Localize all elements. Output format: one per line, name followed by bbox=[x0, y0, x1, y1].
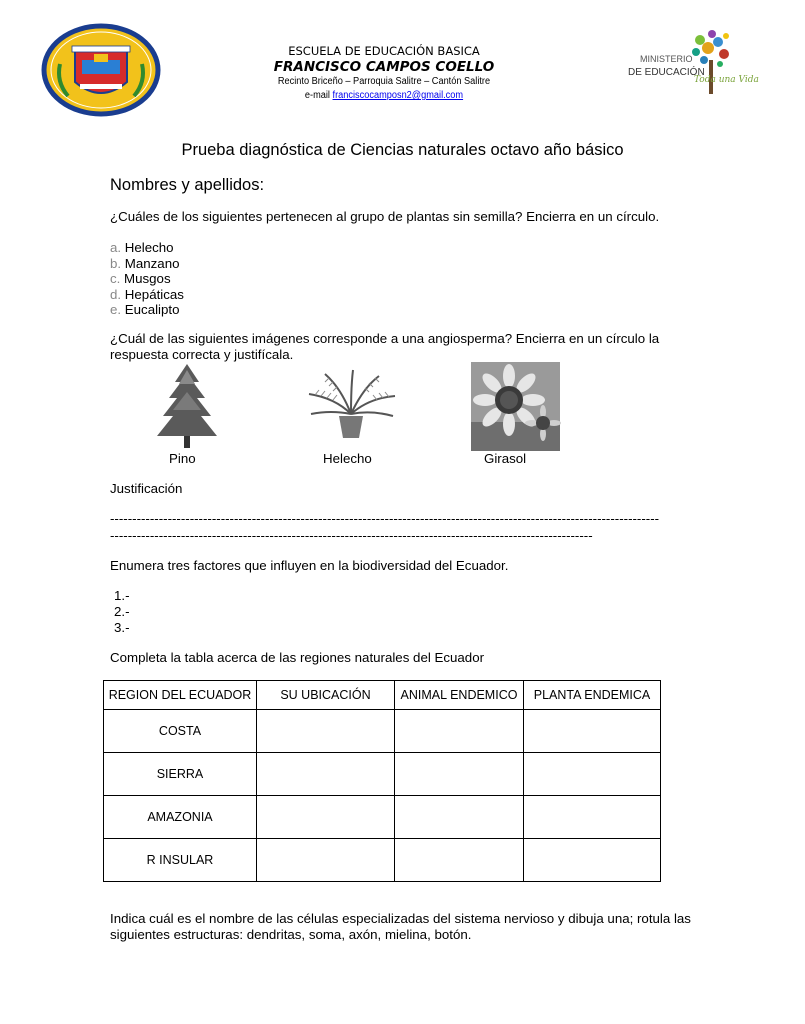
answer-cell[interactable] bbox=[524, 753, 661, 796]
option-a: a. Helecho bbox=[110, 240, 174, 255]
names-label: Nombres y apellidos: bbox=[110, 176, 265, 194]
answer-cell[interactable] bbox=[524, 839, 661, 882]
question-4: Completa la tabla acerca de las regiones naturales del Ecuador bbox=[110, 650, 485, 665]
email-link[interactable]: franciscocamposn2@gmail.com bbox=[332, 90, 464, 101]
school-name: FRANCISCO CAMPOS COELLO bbox=[273, 59, 495, 75]
region-cell: SIERRA bbox=[104, 753, 257, 796]
header-animal: ANIMAL ENDEMICO bbox=[395, 681, 524, 710]
region-cell: AMAZONIA bbox=[104, 796, 257, 839]
svg-text:MINISTERIO: MINISTERIO bbox=[640, 54, 693, 64]
answer-cell[interactable] bbox=[395, 796, 524, 839]
fern-icon bbox=[305, 368, 397, 440]
question-1-options bbox=[110, 240, 184, 318]
svg-text:DE EDUCACIÓN: DE EDUCACIÓN bbox=[628, 67, 705, 78]
table-header-row bbox=[104, 681, 661, 710]
answer-line-2: ------------------------------------------------------------------------------------------------------------- bbox=[110, 528, 593, 543]
question-1: ¿Cuáles de los siguientes pertenecen al grupo de plantas sin semilla? Encierra en un círculo. bbox=[110, 209, 660, 224]
factor-item-2: 2.- bbox=[114, 604, 130, 619]
answer-cell[interactable] bbox=[395, 753, 524, 796]
option-b: b. Manzano bbox=[110, 255, 180, 271]
email-label: e-mail bbox=[304, 90, 333, 101]
option-c: c. Musgos bbox=[110, 271, 171, 286]
answer-cell[interactable] bbox=[257, 753, 395, 796]
header-plant: PLANTA ENDEMICA bbox=[524, 681, 661, 710]
sunflower-icon bbox=[471, 362, 560, 451]
table-row bbox=[104, 796, 661, 839]
factor-item-3: 3.- bbox=[114, 620, 130, 635]
table-row bbox=[104, 753, 661, 796]
answer-line-1: ---------------------------------------------------------------------------------------------------------------------------- bbox=[110, 511, 660, 526]
answer-cell[interactable] bbox=[524, 710, 661, 753]
region-cell: R INSULAR bbox=[104, 839, 257, 882]
justification-label: Justificación bbox=[110, 481, 183, 496]
regions-table bbox=[103, 680, 661, 882]
table-row bbox=[104, 839, 661, 882]
school-address: Recinto Briceño – Parroquia Salitre – Cantón Salitre bbox=[277, 76, 491, 87]
school-email-line bbox=[31, 90, 738, 101]
answer-cell[interactable] bbox=[257, 710, 395, 753]
region-cell: COSTA bbox=[104, 710, 257, 753]
header-location: SU UBICACIÓN bbox=[257, 681, 395, 710]
answer-cell[interactable] bbox=[395, 839, 524, 882]
question-3: Enumera tres factores que influyen en la biodiversidad del Ecuador. bbox=[110, 558, 509, 573]
option-d: d. Hepáticas bbox=[110, 286, 184, 302]
option-e: e. Eucalipto bbox=[110, 302, 180, 317]
page-title: Prueba diagnóstica de Ciencias naturales octavo año básico bbox=[181, 141, 624, 159]
factor-item-1: 1.- bbox=[114, 588, 130, 603]
school-type: ESCUELA DE EDUCACIÓN BASICA bbox=[288, 44, 480, 58]
image-label-girasol: Girasol bbox=[484, 451, 527, 466]
answer-cell[interactable] bbox=[257, 839, 395, 882]
answer-cell[interactable] bbox=[257, 796, 395, 839]
header-region: REGION DEL ECUADOR bbox=[104, 681, 257, 710]
svg-text:Toda una Vida: Toda una Vida bbox=[694, 75, 759, 85]
pine-tree-icon bbox=[149, 362, 225, 452]
question-5: Indica cuál es el nombre de las células especializadas del sistema nervioso y dibuja una; rotula las siguientes estructuras: dendritas, soma, axón, mielina, botón. bbox=[110, 911, 691, 942]
image-label-pino: Pino bbox=[169, 451, 196, 466]
answer-cell[interactable] bbox=[395, 710, 524, 753]
answer-cell[interactable] bbox=[524, 796, 661, 839]
table-row bbox=[104, 710, 661, 753]
image-label-helecho: Helecho bbox=[323, 451, 372, 466]
question-2: ¿Cuál de las siguientes imágenes corresponde a una angiosperma? Encierra en un círculo la respuesta correcta y justifícala. bbox=[110, 331, 660, 362]
